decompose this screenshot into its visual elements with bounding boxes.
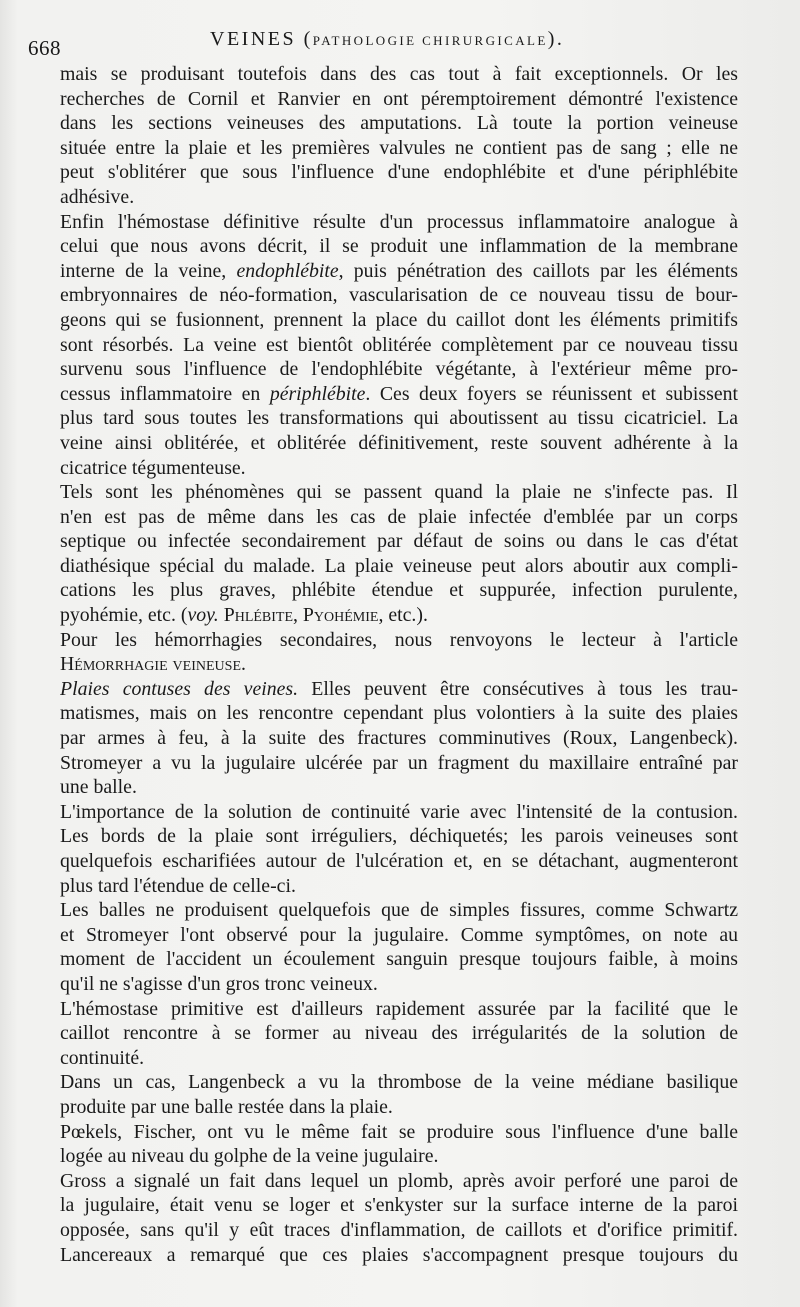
- text-line: située entre la plaie et les premières valvules ne contient pas de sang ; elle ne: [60, 136, 738, 159]
- text-line: matismes, mais on les rencontre cependant plus volontiers à la suite des plaies: [60, 702, 738, 725]
- text-line: plus tard l'étendue de celle-ci.: [60, 874, 296, 897]
- text-line: continuité.: [60, 1046, 145, 1069]
- text-line: Gross a signalé un fait dans lequel un plomb, après avoir perforé une paroi de: [60, 1169, 738, 1192]
- text-line: la jugulaire, était venu se loger et s'enkyster sur la surface interne de la paroi: [60, 1194, 738, 1217]
- text-line: Stromeyer a vu la jugulaire ulcérée par un fragment du maxillaire entraîné par: [60, 751, 738, 774]
- text-line: opposée, sans qu'il y eût traces d'inflammation, de caillots et d'orifice primitif.: [60, 1218, 738, 1241]
- text-line: adhésive.: [60, 185, 135, 208]
- text-line: sont résorbés. La veine est bientôt oblitérée complètement par ce nouveau tissu: [60, 333, 738, 356]
- text-line: Lancereaux a remarqué que ces plaies s'accompagnent presque toujours du: [60, 1243, 738, 1266]
- text-line: L'hémostase primitive est d'ailleurs rapidement assurée par la facilité que le: [60, 997, 738, 1020]
- text-line: quelquefois escharifiées autour de l'ulcération et, en se détachant, augmenteront: [60, 850, 738, 872]
- running-title-main: VEINES (: [210, 28, 313, 50]
- text-line: pyohémie, etc. (voy. Phlébite, Pyohémie, etc.).: [60, 604, 428, 627]
- text-line: L'importance de la solution de continuité varie avec l'intensité de la contusion.: [60, 800, 738, 823]
- page-header: [28, 28, 760, 64]
- running-title-subject: PATHOLOGIE CHIRURGICALE: [312, 33, 548, 48]
- text-line: moment de l'accident un écoulement sanguin presque toujours faible, à moins: [60, 948, 738, 971]
- text-line: qu'il ne s'agisse d'un gros tronc veineux.: [60, 972, 378, 995]
- text-line: cations les plus graves, phlébite étendue et suppurée, infection purulente,: [60, 579, 738, 602]
- text-line: veine ainsi oblitérée, et oblitérée définitivement, reste souvent adhérente à la: [60, 431, 738, 454]
- text-line: peut s'oblitérer que sous l'influence d'une endophlébite et d'une périphlébite: [60, 161, 738, 184]
- text-line: septique ou infectée secondairement par défaut de soins ou dans le cas d'état: [60, 530, 738, 553]
- text-line: n'en est pas de même dans les cas de plaie infectée d'emblée par un corps: [60, 505, 738, 528]
- text-line: cicatrice tégumenteuse.: [60, 456, 246, 479]
- text-line: une balle.: [60, 776, 137, 799]
- text-line: recherches de Cornil et Ranvier en ont péremptoirement démontré l'existence: [60, 87, 738, 110]
- text-line: produite par une balle restée dans la plaie.: [60, 1095, 393, 1118]
- text-line: Pœkels, Fischer, ont vu le même fait se produire sous l'influence d'une balle: [60, 1120, 738, 1143]
- text-line: survenu sous l'influence de l'endophlébite végétante, à l'extérieur même pro-: [60, 358, 738, 381]
- text-line: Tels sont les phénomènes qui se passent quand la plaie ne s'infecte pas. Il: [60, 481, 738, 504]
- text-line: dans les sections veineuses des amputations. Là toute la portion veineuse: [60, 112, 738, 135]
- text-line: caillot rencontre à se former au niveau des irrégularités de la solution de: [60, 1022, 738, 1045]
- text-line: Enfin l'hémostase définitive résulte d'un processus inflammatoire analogue à: [60, 210, 738, 233]
- page-number: 668: [28, 36, 61, 60]
- text-line: geons qui se fusionnent, prennent la place du caillot dont les éléments primitifs: [60, 308, 738, 331]
- text-line: interne de la veine, endophlébite, puis pénétration des caillots par les éléments: [60, 259, 738, 282]
- text-line: logée au niveau du golphe de la veine jugulaire.: [60, 1145, 439, 1168]
- text-line: Hémorrhagie veineuse.: [60, 653, 246, 676]
- running-title: [210, 28, 564, 51]
- body-text: [60, 62, 738, 1267]
- text-line: Pour les hémorrhagies secondaires, nous renvoyons le lecteur à l'article: [60, 628, 738, 651]
- text-line: et Stromeyer l'ont observé pour la jugulaire. Comme symptômes, on note au: [60, 923, 738, 946]
- text-line: Plaies contuses des veines. Elles peuvent être consécutives à tous les trau-: [60, 677, 738, 700]
- text-line: par armes à feu, à la suite des fractures comminutives (Roux, Langenbeck).: [60, 727, 738, 750]
- text-line: Dans un cas, Langenbeck a vu la thrombose de la veine médiane basilique: [60, 1071, 738, 1094]
- text-line: Les balles ne produisent quelquefois que de simples fissures, comme Schwartz: [60, 899, 738, 922]
- text-line: Les bords de la plaie sont irréguliers, déchiquetés; les parois veineuses sont: [60, 825, 738, 848]
- text-line: mais se produisant toutefois dans des cas tout à fait exceptionnels. Or les: [60, 63, 738, 85]
- text-line: cessus inflammatoire en périphlébite. Ces deux foyers se réunissent et subissent: [60, 382, 738, 405]
- text-line: plus tard sous toutes les transformations qui aboutissent au tissu cicatriciel. La: [60, 407, 738, 430]
- text-line: diathésique spécial du malade. La plaie veineuse peut alors aboutir aux compli-: [60, 554, 738, 577]
- text-line: embryonnaires de néo-formation, vascularisation de ce nouveau tissu de bour-: [60, 284, 738, 307]
- text-line: celui que nous avons décrit, il se produit une inflammation de la membrane: [60, 235, 738, 258]
- running-title-end: ).: [547, 28, 565, 50]
